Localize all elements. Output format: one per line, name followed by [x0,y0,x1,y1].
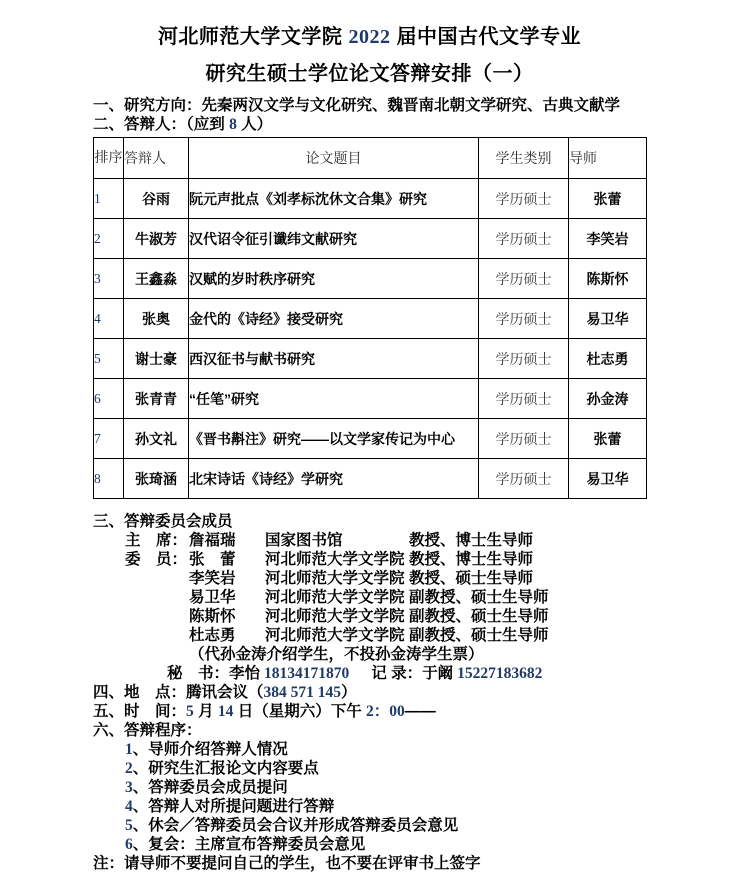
committee-member-name: 陈斯怀 [189,608,236,625]
row-category: 学历硕士 [479,299,569,339]
row-thesis: 阮元声批点《刘孝标沈休文合集》研究 [189,179,479,219]
committee-member-title: 副教授、硕士生导师 [409,589,549,606]
table-row [94,299,647,339]
committee-member-affiliation: 河北师范大学文学院 [265,570,405,587]
committee-row [125,531,646,550]
respondents-count: 8 [229,116,237,133]
row-seq: 7 [94,419,124,459]
table-row [94,259,647,299]
committee-role-label [125,588,189,607]
row-respondent: 谢士豪 [124,339,189,379]
row-respondent: 张奥 [124,299,189,339]
time-pre: 五、时 间： [93,703,187,720]
row-supervisor: 张蕾 [569,179,647,219]
committee-role-label [125,626,189,645]
table-row [94,419,647,459]
committee-member-title: 副教授、硕士生导师 [409,608,549,625]
meeting-id: 384 571 145 [263,684,342,701]
committee-row [125,550,646,569]
committee-role-label [125,569,189,588]
location-line [93,683,646,702]
committee-role-label [125,607,189,626]
table-row [94,339,647,379]
procedure-item [125,740,646,759]
time-month-num: 5 [186,703,194,720]
committee-heading: 三、答辩委员会成员 [93,513,233,530]
procedure-item [125,835,646,854]
committee-role-label: 主 席： [125,532,188,549]
document-title-line1 [93,24,646,50]
row-supervisor: 陈斯怀 [569,259,647,299]
row-category: 学历硕士 [479,379,569,419]
procedure-item [125,797,646,816]
row-thesis: 西汉征书与献书研究 [189,339,479,379]
table-row [94,459,647,499]
row-seq: 8 [94,459,124,499]
row-respondent: 张青青 [124,379,189,419]
footer-note: 注：请导师不要提问自己的学生，也不要在评审书上签字 [93,855,481,872]
header-respondent: 答辩人 [124,138,189,179]
row-thesis: 汉代诏令征引谶纬文献研究 [189,219,479,259]
committee-member-title: 教授、硕士生导师 [409,570,534,587]
location-post: ） [341,684,357,701]
procedure-item-num: 5 [125,817,133,834]
procedure-item-text: 、休会／答辩委员会合议并形成答辩委员会意见 [132,817,459,834]
recorder-phone: 15227183682 [457,665,543,682]
row-respondent: 牛淑芳 [124,219,189,259]
row-seq: 6 [94,379,124,419]
procedure-heading: 六、答辩程序： [93,722,202,739]
row-thesis: 汉赋的岁时秩序研究 [189,259,479,299]
header-category: 学生类别 [479,138,569,179]
committee-member-name: 张 蕾 [189,551,236,568]
recorder-label: 记 录： [371,665,423,682]
committee-member-title: 教授、博士生导师 [409,532,534,549]
row-seq: 1 [94,179,124,219]
time-t1: 月 [193,703,218,720]
row-respondent: 谷雨 [124,179,189,219]
respondents-pre: 二、答辩人：（应到 [93,116,230,133]
row-seq: 3 [94,259,124,299]
committee-member-name: 李笑岩 [189,570,236,587]
procedure-item-num: 4 [125,798,133,815]
header-supervisor: 导师 [569,138,647,179]
row-supervisor: 易卫华 [569,299,647,339]
time-dash: —— [404,703,436,720]
committee-row [125,569,646,588]
row-seq: 5 [94,339,124,379]
committee-proxy-note: （代孙金涛介绍学生，不投孙金涛学生票） [189,646,484,663]
row-respondent: 王鑫淼 [124,259,189,299]
respondents-line [93,115,646,134]
procedure-item-num: 2 [125,760,133,777]
committee-row [125,588,646,607]
header-thesis: 论文题目 [189,138,479,179]
committee-member-name: 詹福瑞 [189,532,236,549]
row-category: 学历硕士 [479,219,569,259]
time-t2: 日（星期六）下午 [233,703,367,720]
row-respondent: 孙文礼 [124,419,189,459]
row-supervisor: 孙金涛 [569,379,647,419]
recorder-name: 于阚 [422,665,454,682]
procedure-item-text: 、答辩人对所提问题进行答辩 [132,798,335,815]
row-supervisor: 杜志勇 [569,339,647,379]
committee-member-affiliation: 河北师范大学文学院 [265,627,405,644]
procedure-item [125,778,646,797]
table-row [94,379,647,419]
secretary-name: 李怡 [229,665,261,682]
secretary-label: 秘 书： [167,665,230,682]
table-header-row [94,138,647,179]
procedure-item-text: 、研究生汇报论文内容要点 [132,760,319,777]
committee-role-label: 委 员： [125,551,188,568]
row-category: 学历硕士 [479,459,569,499]
committee-member-title: 教授、博士生导师 [409,551,534,568]
committee-row [125,626,646,645]
procedure-item-num: 1 [125,741,133,758]
header-seq: 排序 [94,138,124,179]
row-thesis: 金代的《诗经》接受研究 [189,299,479,339]
row-thesis: “任笔”研究 [189,379,479,419]
row-respondent: 张琦涵 [124,459,189,499]
row-seq: 2 [94,219,124,259]
time-line [93,702,646,721]
committee-member-affiliation: 国家图书馆 [265,532,343,549]
committee-row [125,607,646,626]
secretary-recorder-line [167,664,646,683]
row-category: 学历硕士 [479,179,569,219]
title1-year: 2022 [348,26,391,48]
row-category: 学历硕士 [479,419,569,459]
procedure-item [125,759,646,778]
title1-pre: 河北师范大学文学院 [157,26,349,48]
row-supervisor: 张蕾 [569,419,647,459]
table-row [94,179,647,219]
row-supervisor: 李笑岩 [569,219,647,259]
procedure-item-num: 3 [125,779,133,796]
research-direction-line: 一、研究方向：先秦两汉文学与文化研究、魏晋南北朝文学研究、古典文献学 [93,97,621,114]
committee-member-name: 易卫华 [189,589,236,606]
time-clock-num: 2：00 [366,703,405,720]
committee-member-title: 副教授、硕士生导师 [409,627,549,644]
committee-member-affiliation: 河北师范大学文学院 [265,608,405,625]
procedure-item-text: 、复会：主席宣布答辩委员会意见 [132,836,366,853]
procedure-item [125,816,646,835]
row-supervisor: 易卫华 [569,459,647,499]
committee-member-affiliation: 河北师范大学文学院 [265,589,405,606]
committee-member-affiliation: 河北师范大学文学院 [265,551,405,568]
table-row [94,219,647,259]
title1-post: 届中国古代文学专业 [390,26,582,48]
document-title-line2: 研究生硕士学位论文答辩安排（一） [205,63,534,85]
row-category: 学历硕士 [479,259,569,299]
defense-roster-table [93,137,647,499]
row-thesis: 《晋书斠注》研究——以文学家传记为中心 [189,419,479,459]
procedure-item-text: 、答辩委员会成员提问 [132,779,288,796]
row-seq: 4 [94,299,124,339]
procedure-item-num: 6 [125,836,133,853]
committee-member-name: 杜志勇 [189,627,236,644]
row-thesis: 北宋诗话《诗经》学研究 [189,459,479,499]
secretary-phone: 18134171870 [264,665,350,682]
time-day-num: 14 [217,703,234,720]
location-pre: 四、地 点：腾讯会议（ [93,684,264,701]
row-category: 学历硕士 [479,339,569,379]
procedure-item-text: 、导师介绍答辩人情况 [132,741,288,758]
respondents-post: 人） [236,116,273,133]
